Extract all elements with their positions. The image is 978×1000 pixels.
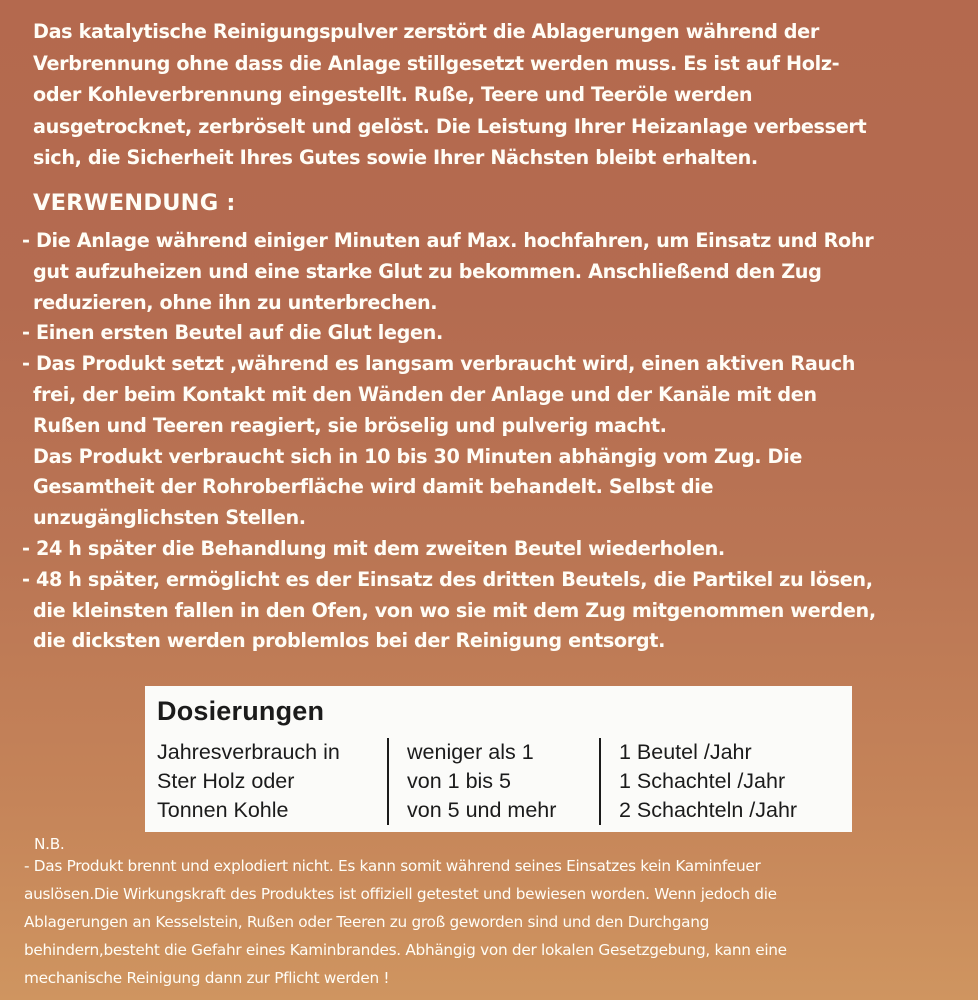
intro-line: Verbrennung ohne dass die Anlage stillgesetzt werden muss. Es ist auf Holz- <box>33 51 840 75</box>
intro-line: oder Kohleverbrennung eingestellt. Ruße, Teere und Teeröle werden <box>33 83 753 107</box>
usage-line: gut aufzuheizen und eine starke Glut zu bekommen. Anschließend den Zug <box>33 259 822 283</box>
note-paragraph <box>24 852 964 992</box>
usage-line: reduzieren, ohne ihn zu unterbrechen. <box>33 290 438 314</box>
note-line: auslösen.Die Wirkungskraft des Produktes ist offiziell getestet und bewiesen worden. Wenn jedoch die <box>24 885 777 903</box>
dosage-amount-column <box>407 738 556 824</box>
dosage-quantity: 1 Schachtel /Jahr <box>619 768 786 793</box>
usage-line: die dicksten werden problemlos bei der Reinigung entsorgt. <box>33 629 666 653</box>
dosage-label-line: Tonnen Kohle <box>157 797 289 822</box>
column-divider <box>599 738 601 825</box>
note-line: - Das Produkt brennt und explodiert nicht. Es kann somit während seines Einsatzes kein Kaminfeuer <box>24 857 761 875</box>
usage-heading: VERWENDUNG : <box>33 190 236 216</box>
note-line: mechanische Reinigung dann zur Pflicht werden ! <box>24 969 390 987</box>
usage-line: - Das Produkt setzt ,während es langsam verbraucht wird, einen aktiven Rauch <box>22 352 856 376</box>
dosage-amount: von 1 bis 5 <box>407 768 511 793</box>
usage-line: unzugänglichsten Stellen. <box>33 506 306 530</box>
column-divider <box>387 738 389 825</box>
usage-line: - 24 h später die Behandlung mit dem zweiten Beutel wiederholen. <box>22 536 725 560</box>
usage-line: Rußen und Teeren reagiert, sie bröselig und pulverig macht. <box>33 413 667 437</box>
intro-line: sich, die Sicherheit Ihres Gutes sowie Ihrer Nächsten bleibt erhalten. <box>33 146 758 170</box>
usage-line: Das Produkt verbraucht sich in 10 bis 30 Minuten abhängig vom Zug. Die <box>33 444 803 468</box>
dosage-amount: von 5 und mehr <box>407 797 557 822</box>
note-line: Ablagerungen an Kesselstein, Rußen oder Teeren zu groß geworden sind und den Durchgang <box>24 913 710 931</box>
dosage-quantity-column <box>619 738 797 824</box>
usage-line: Gesamtheit der Rohroberfläche wird damit behandelt. Selbst die <box>33 475 714 499</box>
dosage-label-line: Ster Holz oder <box>157 768 295 793</box>
intro-line: ausgetrocknet, zerbröselt und gelöst. Die Leistung Ihrer Heizanlage verbessert <box>33 114 867 138</box>
usage-line: frei, der beim Kontakt mit den Wänden der Anlage und der Kanäle mit den <box>33 382 817 406</box>
usage-instructions <box>22 226 972 657</box>
note-label: N.B. <box>34 835 65 853</box>
usage-line: - Die Anlage während einiger Minuten auf Max. hochfahren, um Einsatz und Rohr <box>22 229 874 252</box>
dosage-label-line: Jahresverbrauch in <box>157 740 340 764</box>
dosage-table <box>145 686 852 832</box>
usage-line: - 48 h später, ermöglicht es der Einsatz des dritten Beutels, die Partikel zu lösen, <box>22 567 873 591</box>
dosage-amount: weniger als 1 <box>407 740 534 764</box>
usage-line: - Einen ersten Beutel auf die Glut legen. <box>22 321 443 345</box>
dosage-title: Dosierungen <box>157 696 325 726</box>
note-line: behindern,besteht die Gefahr eines Kaminbrandes. Abhängig von der lokalen Gesetzgebung, kann eine <box>24 941 787 959</box>
intro-paragraph <box>33 16 953 174</box>
usage-line: die kleinsten fallen in den Ofen, von wo sie mit dem Zug mitgenommen werden, <box>33 598 876 622</box>
dosage-quantity: 1 Beutel /Jahr <box>619 740 752 764</box>
dosage-quantity: 2 Schachteln /Jahr <box>619 797 798 822</box>
intro-line: Das katalytische Reinigungspulver zerstört die Ablagerungen während der <box>33 20 819 43</box>
dosage-label-column <box>157 738 340 824</box>
